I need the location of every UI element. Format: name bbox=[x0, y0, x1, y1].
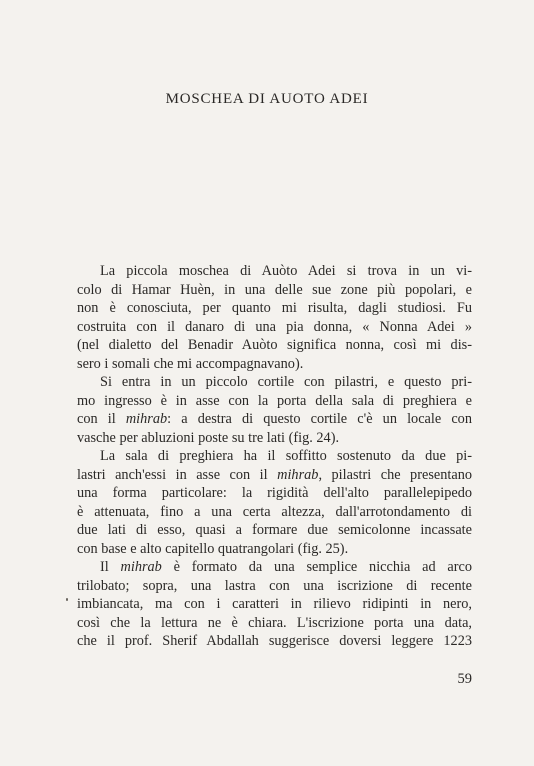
chapter-title: MOSCHEA DI AUOTO ADEI bbox=[165, 91, 369, 107]
paragraph-3 bbox=[77, 447, 472, 558]
text-line: con base e alto capitello quatrangolari (fig. 25). bbox=[77, 540, 349, 557]
text-line: che il prof. Sherif Abdallah suggerisce doversi leggere 1223 bbox=[77, 633, 472, 649]
text-line: è attenuata, fino a una certa altezza, dall'arrotondamento di bbox=[77, 503, 472, 520]
text-line: (nel dialetto del Benadir Auòto significa nonna, così mi dis- bbox=[77, 337, 472, 353]
text-line: sero i somali che mi accompagnavano). bbox=[77, 355, 304, 372]
scan-speck bbox=[66, 598, 68, 601]
text-line: mo ingresso è in asse con la porta della sala di preghiera e bbox=[77, 392, 472, 409]
text-line: trilobato; sopra, una lastra con una iscrizione di recente bbox=[77, 577, 472, 594]
text-line: Si entra in un piccolo cortile con pilastri, e questo pri- bbox=[100, 374, 472, 390]
paragraph-2 bbox=[77, 373, 472, 447]
text-line: Il mihrab è formato da una semplice nicchia ad arco bbox=[100, 559, 472, 575]
text-line: La piccola moschea di Auòto Adei si trova in un vi- bbox=[100, 263, 472, 279]
page-number: 59 bbox=[457, 671, 472, 687]
text-line: colo di Hamar Huèn, in una delle sue zone più popolari, e bbox=[77, 281, 472, 298]
text-line: con il mihrab: a destra di questo cortile c'è un locale con bbox=[77, 411, 472, 427]
paragraph-1 bbox=[77, 262, 472, 373]
text-line: così che la lettura ne è chiara. L'iscrizione porta una data, bbox=[77, 614, 472, 631]
text-line: lastri anch'essi in asse con il mihrab, pilastri che presentano bbox=[77, 466, 472, 483]
text-line: costruita con il danaro di una pia donna, « Nonna Adei » bbox=[77, 318, 472, 335]
text-line: La sala di preghiera ha il soffitto sostenuto da due pi- bbox=[100, 448, 472, 464]
text-line: una forma particolare: la rigidità dell'alto parallelepipedo bbox=[77, 485, 472, 501]
text-line: due lati di esso, quasi a formare due semicolonne incassate bbox=[77, 522, 472, 538]
paragraph-4 bbox=[77, 558, 472, 651]
text-line: imbiancata, ma con i caratteri in rilievo ridipinti in nero, bbox=[77, 596, 472, 612]
body-text bbox=[77, 262, 472, 651]
text-line: non è conosciuta, per quanto mi risulta, dagli studiosi. Fu bbox=[77, 300, 472, 316]
text-line: vasche per abluzioni poste su tre lati (fig. 24). bbox=[77, 429, 340, 446]
